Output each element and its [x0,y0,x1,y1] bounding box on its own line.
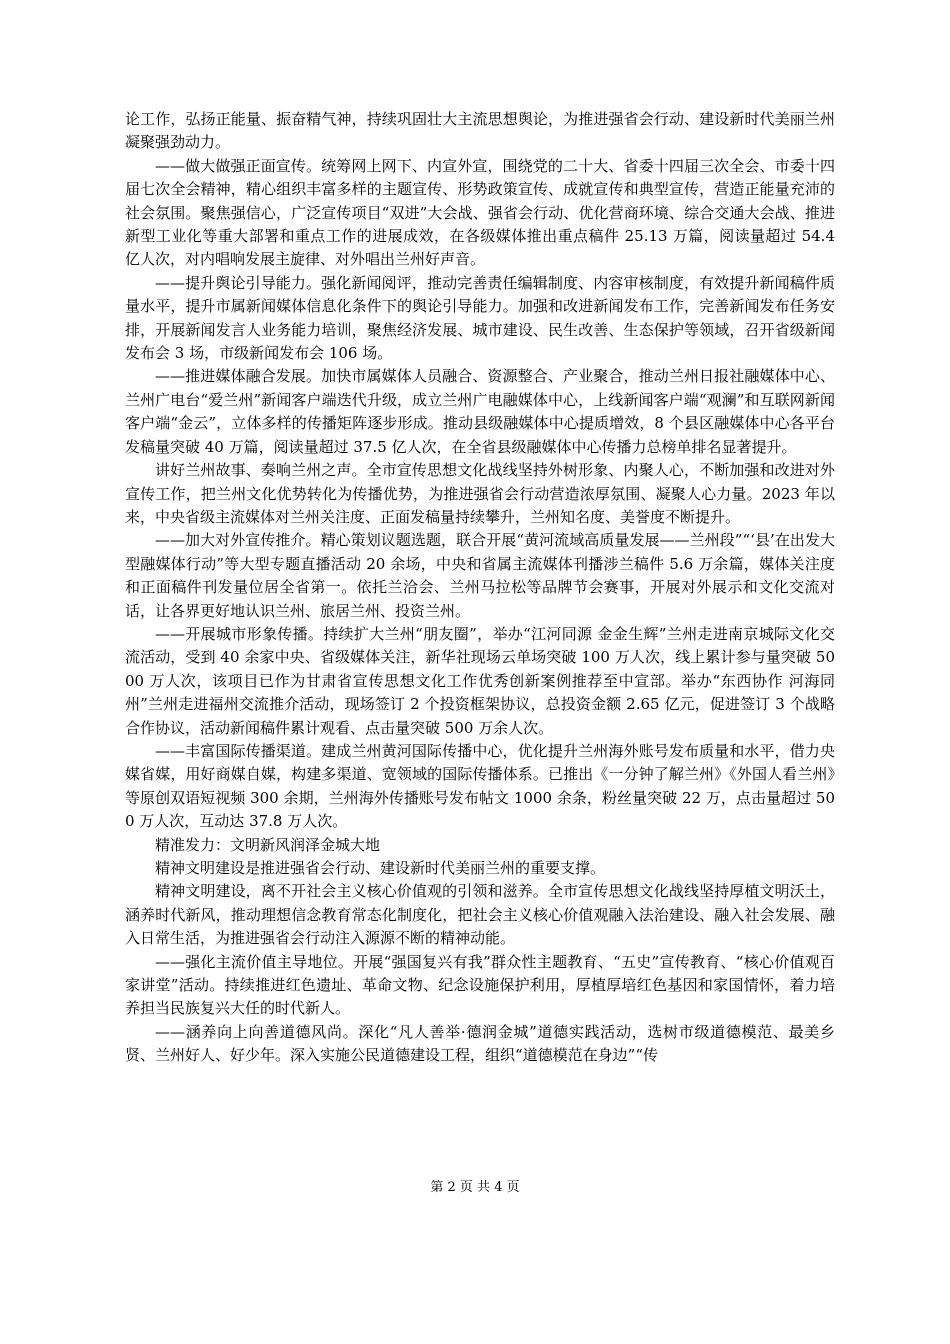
paragraph-2: ——做大做强正面宣传。统筹网上网下、内宣外宣，围绕党的二十大、省委十四届三次全会、市委十四届七次全会精神，精心组织丰富多样的主题宣传、形势政策宣传、成就宣传和典型宣传，营造正能量充沛的社会氛围。聚焦强信心，广泛宣传项目“双进”大会战、强省会行动、优化营商环境、综合交通大会战、推进新型工业化等重大部署和重点工作的进展成效，在各级媒体推出重点稿件 25.13 万篇，阅读量超过 54.4 亿人次，对内唱响发展主旋律、对外唱出兰州好声音。 [125,156,835,269]
paragraph-4: ——推进媒体融合发展。加快市属媒体人员融合、资源整合、产业聚合，推动兰州日报社融媒体中心、兰州广电台“爱兰州”新闻客户端迭代升级，成立兰州广电融媒体中心，上线新闻客户端“观澜”和互联网新闻客户端“金云”，立体多样的传播矩阵逐步形成。推动县级融媒体中心提质增效，8 个县区融媒体中心各平台发稿量突破 40 万篇，阅读量超过 37.5 亿人次，在全省县级融媒体中心传播力总榜单排名显著提升。 [125,367,835,456]
paragraph-13: ——涵养向上向善道德风尚。深化“凡人善举·德润金城”道德实践活动，选树市级道德模范、最美乡贤、兰州好人、好少年。深入实施公民道德建设工程，组织“道德模范在身边”“传 [125,1022,835,1065]
paragraph-5: 讲好兰州故事、奏响兰州之声。全市宣传思想文化战线坚持外树形象、内聚人心，不断加强和改进对外宣传工作，把兰州文化优势转化为传播优势，为推进强省会行动营造浓厚氛围、凝聚人心力量。2023 年以来，中央省级主流媒体对兰州关注度、正面发稿量持续攀升，兰州知名度、美誉度不断提升。 [125,461,835,526]
paragraph-11: 精神文明建设，离不开社会主义核心价值观的引领和滋养。全市宣传思想文化战线坚持厚植文明沃土，涵养时代新风，推动理想信念教育常态化制度化，把社会主义核心价值观融入法治建设、融入社会发展、融入日常生活，为推进强省会行动注入源源不断的精神动能。 [125,882,835,948]
paragraph-7: ——开展城市形象传播。持续扩大兰州“朋友圈”，举办“江河同源 金金生辉”兰州走进南京城际文化交流活动，受到 40 余家中央、省级媒体关注，新华社现场云单场突破 100 万人次，线上累计参与量突破 5000 万人次，该项目已作为甘肃省宣传思想文化工作优秀创新案例推荐至中宣部。举办“东西协作 河海同州”兰州走进福州交流推介活动，现场签订 2 个投资框架协议，总投资金额 2.65 亿元，促进签订 3 个战略合作协议，活动新闻稿件累计观看、点击量突破 500 万余人次。 [125,624,835,737]
paragraph-1: 论工作，弘扬正能量、振奋精气神，持续巩固壮大主流思想舆论，为推进强省会行动、建设新时代美丽兰州凝聚强劲动力。 [125,110,835,152]
paragraph-6: ——加大对外宣传推介。精心策划议题选题，联合开展“黄河流域高质量发展——兰州段”“‘县’在出发大型融媒体行动”等大型专题直播活动 20 余场，中央和省属主流媒体刊播涉兰稿件 5.6 万余篇，媒体关注度和正面稿件刊发量位居全省第一。依托兰洽会、兰州马拉松等品牌节会赛事，开展对外展示和文化交流对话，让各界更好地认识兰州、旅居兰州、投资兰州。 [125,531,835,620]
section-heading: 精准发力：文明新风润泽金城大地 [155,835,381,854]
document-body [125,108,835,1068]
paragraph-3: ——提升舆论引导能力。强化新闻阅评，推动完善责任编辑制度、内容审核制度，有效提升新闻稿件质量水平，提升市属新闻媒体信息化条件下的舆论引导能力。加强和改进新闻发布工作，完善新闻发布任务安排，开展新闻发言人业务能力培训，聚焦经济发展、城市建设、民生改善、生态保护等领域，召开省级新闻发布会 3 场，市级新闻发布会 106 场。 [125,273,835,363]
paragraph-8: ——丰富国际传播渠道。建成兰州黄河国际传播中心，优化提升兰州海外账号发布质量和水平，借力央媒省媒，用好商媒自媒，构建多渠道、宽领域的国际传播体系。已推出《一分钟了解兰州》《外国人看兰州》等原创双语短视频 300 余期，兰州海外传播账号发布帖文 1000 余条，粉丝量突破 22 万，点击量超过 500 万人次，互动达 37.8 万人次。 [125,741,835,831]
page-number: 第 2 页 共 4 页 [430,1180,520,1195]
paragraph-10: 精神文明建设是推进强省会行动、建设新时代美丽兰州的重要支撑。 [155,859,606,877]
paragraph-12: ——强化主流价值主导地位。开展“强国复兴有我”群众性主题教育、“五史”宣传教育、“核心价值观百家讲堂”活动。持续推进红色遗址、革命文物、纪念设施保护利用，厚植厚培红色基因和家国情怀，着力培养担当民族复兴大任的时代新人。 [125,952,835,1018]
